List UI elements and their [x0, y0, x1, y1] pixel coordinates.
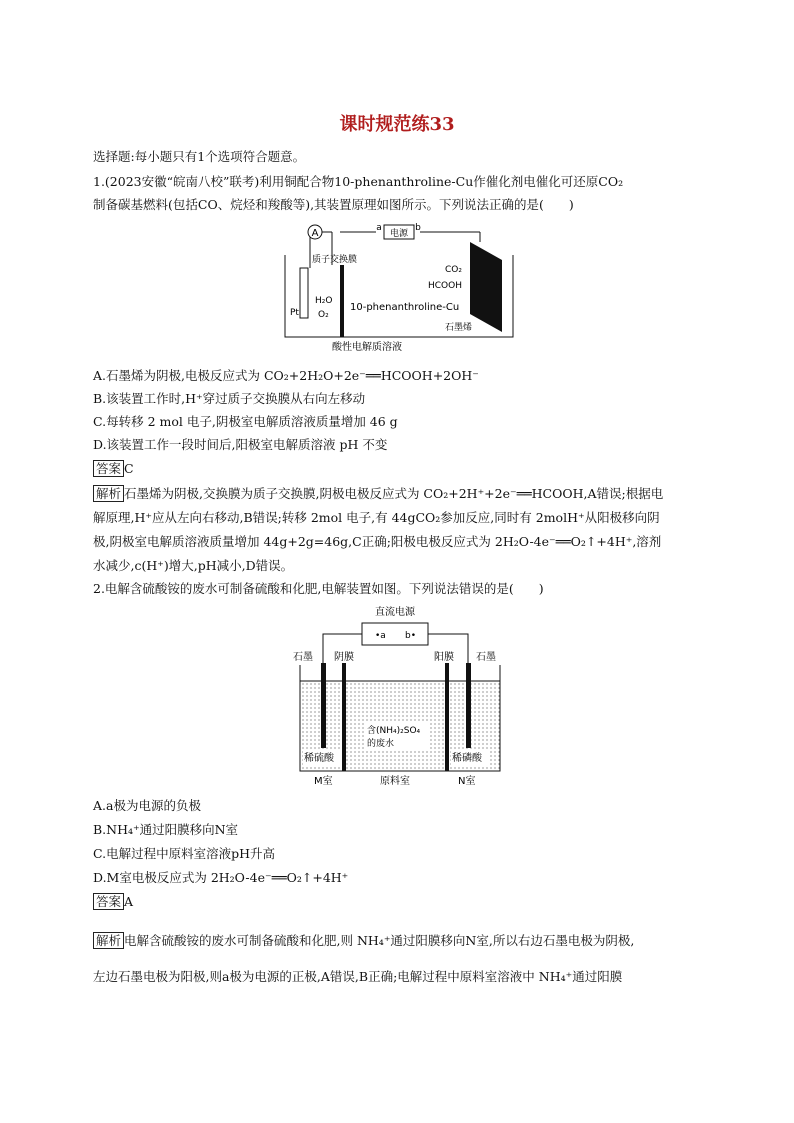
analysis-tag: 解析: [93, 932, 124, 949]
q1-stem-line1: 1.(2023安徽“皖南八校”联考)利用铜配合物10-phenanthroline-Cu作催化剂电催化可还原CO₂: [93, 174, 624, 189]
q1-analysis-line4: 水减少,c(H⁺)增大,pH减小,D错误。: [93, 558, 294, 573]
page-title: 课时规范练33: [339, 114, 455, 135]
answer-tag: 答案: [93, 893, 124, 910]
terminal-a: a: [376, 223, 382, 233]
dilute-h2so4-label: 稀硫酸: [304, 753, 334, 764]
co2-label: CO₂: [445, 265, 462, 275]
q1-figure: [280, 220, 520, 355]
graphene-label: 石墨烯: [445, 323, 473, 333]
q1-analysis-line2: 解原理,H⁺应从左向右移动,B错误;转移 2mol 电子,有 44gCO₂参加反应,同时有 2molH⁺从阳极移向阴: [93, 510, 660, 525]
q1-stem-line2: 制备碳基燃料(包括CO、烷烃和羧酸等),其装置原理如图所示。下列说法正确的是( ): [93, 197, 574, 212]
q1-analysis-text1: 石墨烯为阴极,交换膜为质子交换膜,阴极电极反应式为 CO₂+2H⁺+2e⁻══HCOOH,A错误;根据电: [124, 486, 664, 501]
terminal-b: b: [415, 223, 421, 233]
hcooh-label: HCOOH: [428, 281, 462, 291]
q1-option-c: C.每转移 2 mol 电子,阴极室电解质溶液质量增加 46 g: [93, 414, 398, 429]
q2-answer-value: A: [124, 894, 134, 909]
pt-label: Pt: [290, 308, 299, 318]
q2-analysis-line1: [93, 931, 705, 951]
membrane-label: 质子交换膜: [312, 255, 358, 265]
power-label: 电源: [389, 229, 409, 239]
feed-label: 含(NH₄)₂SO₄: [367, 726, 421, 736]
h2o-label: H₂O: [315, 296, 333, 306]
q1-answer: [93, 459, 705, 479]
terminal-b: b•: [405, 631, 417, 641]
q2-stem: 2.电解含硫酸铵的废水可制备硫酸和化肥,电解装置如图。下列说法错误的是( ): [93, 581, 544, 596]
q1-option-a: A.石墨烯为阴极,电极反应式为 CO₂+2H₂O+2e⁻══HCOOH+2OH⁻: [93, 368, 479, 383]
q2-answer: [93, 892, 705, 912]
q2-option-c: C.电解过程中原料室溶液pH升高: [93, 846, 275, 861]
cathode-membrane-label: 阴膜: [334, 652, 354, 663]
q2-analysis-text1: 电解含硫酸铵的废水可制备硫酸和化肥,则 NH₄⁺通过阳膜移向N室,所以右边石墨电极为阴极,: [124, 933, 635, 948]
feed-room-label: 原料室: [380, 776, 410, 787]
terminal-a: •a: [375, 631, 386, 641]
q2-option-d: D.M室电极反应式为 2H₂O-4e⁻══O₂↑+4H⁺: [93, 870, 349, 885]
n-room-label: N室: [458, 776, 476, 787]
o2-label: O₂: [318, 310, 329, 320]
catalyst-label: 10-phenanthroline-Cu: [350, 302, 460, 313]
q1-answer-value: C: [124, 461, 134, 476]
q2-option-a: A.a极为电源的负极: [93, 798, 201, 813]
q2-option-b: B.NH₄⁺通过阳膜移向N室: [93, 822, 239, 837]
m-room-label: M室: [314, 776, 333, 787]
q1-analysis-line3: 极,阴极室电解质溶液质量增加 44g+2g=46g,C正确;阳极电极反应式为 2H₂O-4e⁻══O₂↑+4H⁺,溶剂: [93, 534, 662, 549]
q1-option-d: D.该装置工作一段时间后,阳极室电解质溶液 pH 不变: [93, 437, 388, 452]
q2-figure: [290, 603, 510, 788]
graphite-left-label: 石墨: [293, 652, 313, 663]
waste-label: 的废水: [367, 739, 395, 749]
q1-option-b: B.该装置工作时,H⁺穿过质子交换膜从右向左移动: [93, 391, 366, 406]
q1-analysis-line1: [93, 484, 705, 504]
dilute-h3po4-label: 稀磷酸: [452, 753, 482, 764]
ammeter-label: A: [311, 228, 319, 239]
electrolyte-label: 酸性电解质溶液: [332, 342, 402, 353]
analysis-tag: 解析: [93, 485, 124, 502]
q2-analysis-line2: 左边石墨电极为阳极,则a极为电源的正极,A错误,B正确;电解过程中原料室溶液中 NH₄⁺通过阳膜: [93, 969, 623, 984]
anode-membrane-label: 阳膜: [434, 652, 454, 663]
answer-tag: 答案: [93, 460, 124, 477]
instructions: 选择题:每小题只有1个选项符合题意。: [93, 149, 306, 164]
graphite-right-label: 石墨: [476, 652, 496, 663]
dc-power-label: 直流电源: [375, 607, 415, 618]
